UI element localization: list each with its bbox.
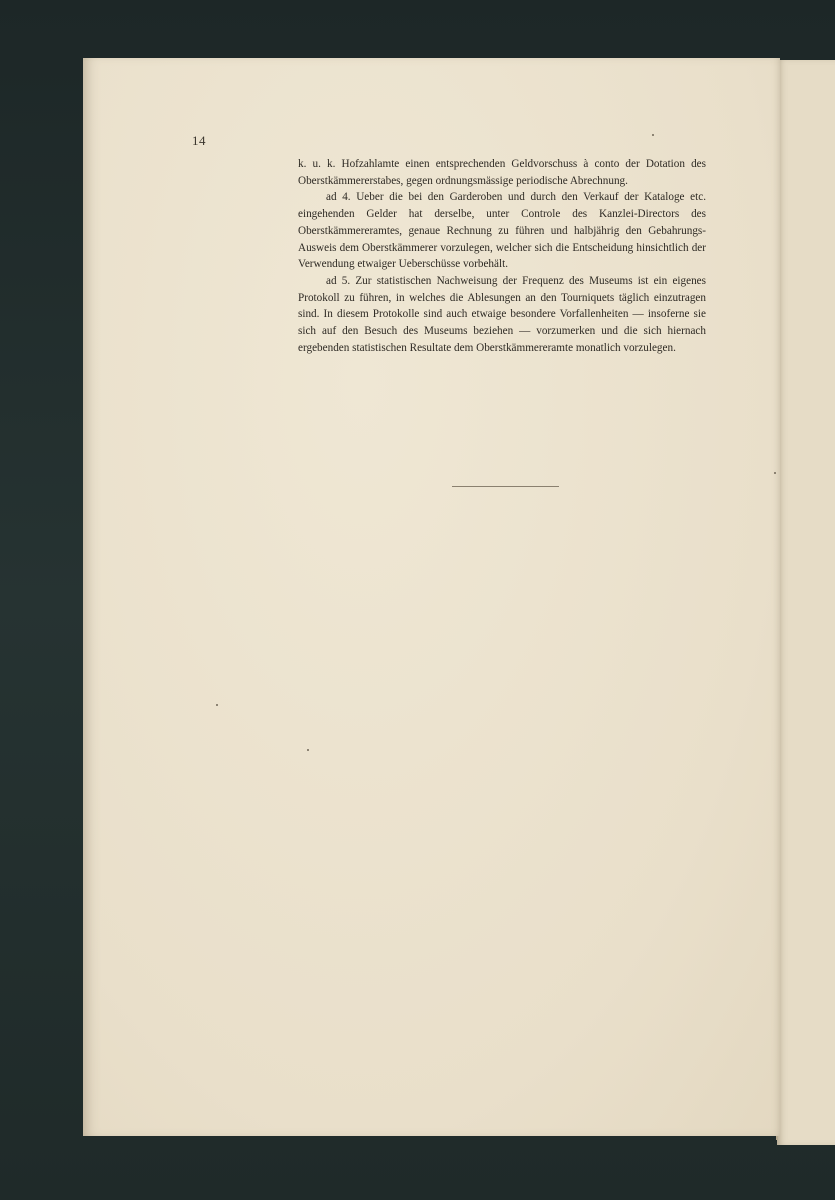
paper-speck [216, 704, 218, 706]
paper-speck [652, 134, 654, 136]
facing-page-edge [777, 60, 835, 1145]
section-end-rule [452, 486, 559, 487]
paper-speck [307, 749, 309, 751]
paragraph-ad-4: ad 4. Ueber die bei den Garderoben und durch den Verkauf der Kataloge etc. eingehenden Gelder hat derselbe, unter Controle des Kanzlei-Directors des Oberstkämmereramtes, genaue Rechnung zu führen und halbjährig den Gebahrungs-Ausweis dem Oberstkämmerer vorzulegen, welcher sich die Entscheidung hinsichtlich der Verwendung etwaiger Ueberschüsse vorbehält. [298, 191, 706, 271]
page-number: 14 [192, 133, 206, 148]
paper-speck [774, 472, 776, 474]
body-text [298, 156, 706, 356]
paragraph-ad-5: ad 5. Zur statistischen Nachweisung der Frequenz des Museums ist ein eigenes Protokoll zu führen, in welches die Ablesungen an den Tourniquets täglich einzutragen sind. In diesem Protokolle sind auch etwaige besondere Vorfallenheiten — insoferne sie sich auf den Besuch des Museums beziehen — vorzumerken und die sich hiernach ergebenden statistischen Resultate dem Oberstkämmereramte monatlich vorzulegen. [298, 274, 706, 354]
paragraph-continuation: k. u. k. Hofzahlamte einen entsprechenden Geldvorschuss à conto der Dotation des Oberstkämmererstabes, gegen ordnungsmässige periodische Abrechnung. [298, 158, 706, 187]
